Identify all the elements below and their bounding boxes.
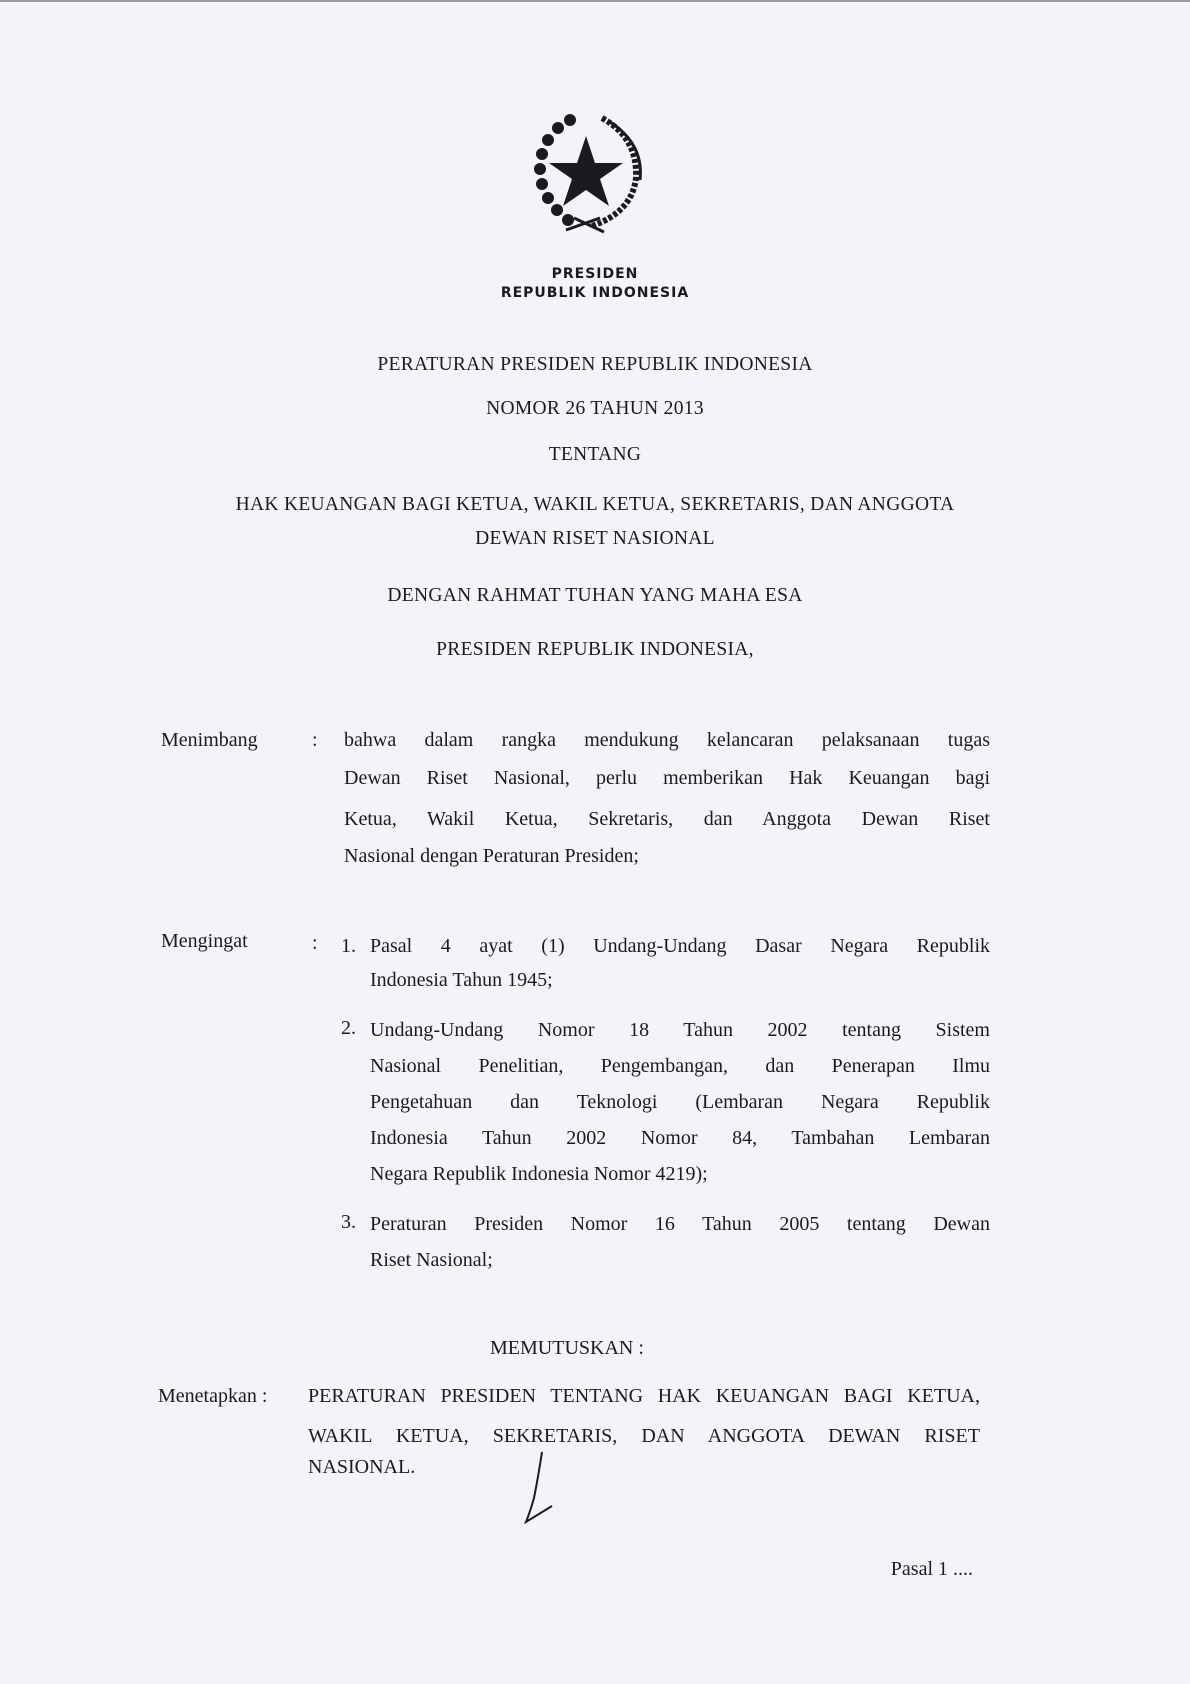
menetapkan-label: Menetapkan : xyxy=(158,1385,268,1407)
mengingat-item-line: Peraturan Presiden Nomor 16 Tahun 2005 tentang Dewan xyxy=(370,1213,990,1235)
menetapkan-line: WAKIL KETUA, SEKRETARIS, DAN ANGGOTA DEWAN RISET xyxy=(308,1425,980,1447)
mengingat-item-number: 1. xyxy=(341,935,356,957)
mengingat-colon: : xyxy=(312,932,318,954)
menimbang-label: Menimbang xyxy=(161,729,258,751)
mengingat-item-line: Indonesia Tahun 1945; xyxy=(370,969,553,991)
menimbang-line: Dewan Riset Nasional, perlu memberikan Hak Keuangan bagi xyxy=(344,767,990,789)
letterhead-presiden: PRESIDEN xyxy=(551,266,639,282)
letterhead-republik: REPUBLIK INDONESIA xyxy=(500,285,690,301)
scan-edge xyxy=(0,0,1190,2)
doc-invocation: DENGAN RAHMAT TUHAN YANG MAHA ESA xyxy=(387,585,803,606)
mengingat-item-line: Negara Republik Indonesia Nomor 4219); xyxy=(370,1163,708,1185)
doc-title: PERATURAN PRESIDEN REPUBLIK INDONESIA xyxy=(377,354,813,375)
mengingat-item-number: 3. xyxy=(341,1211,356,1233)
menimbang-colon: : xyxy=(312,729,318,751)
next-page-indicator: Pasal 1 .... xyxy=(890,1558,973,1580)
doc-subject-line1: HAK KEUANGAN BAGI KETUA, WAKIL KETUA, SEKRETARIS, DAN ANGGOTA xyxy=(235,494,955,515)
mengingat-item-line: Pengetahuan dan Teknologi (Lembaran Negara Republik xyxy=(370,1091,990,1113)
menimbang-line: bahwa dalam rangka mendukung kelancaran pelaksanaan tugas xyxy=(344,729,990,751)
doc-number: NOMOR 26 TAHUN 2013 xyxy=(486,398,704,419)
initial-signature-icon xyxy=(512,1448,562,1528)
menetapkan-line: PERATURAN PRESIDEN TENTANG HAK KEUANGAN BAGI KETUA, xyxy=(308,1385,980,1407)
menimbang-line: Nasional dengan Peraturan Presiden; xyxy=(344,845,639,867)
presidential-seal-icon xyxy=(520,108,652,240)
doc-tentang: TENTANG xyxy=(548,444,642,465)
mengingat-item-line: Riset Nasional; xyxy=(370,1249,493,1271)
menimbang-line: Ketua, Wakil Ketua, Sekretaris, dan Anggota Dewan Riset xyxy=(344,808,990,830)
mengingat-item-line: Pasal 4 ayat (1) Undang-Undang Dasar Negara Republik xyxy=(370,935,990,957)
mengingat-item-line: Indonesia Tahun 2002 Nomor 84, Tambahan Lembaran xyxy=(370,1127,990,1149)
mengingat-label: Mengingat xyxy=(161,930,248,952)
mengingat-item-line: Nasional Penelitian, Pengembangan, dan Penerapan Ilmu xyxy=(370,1055,990,1077)
doc-president: PRESIDEN REPUBLIK INDONESIA, xyxy=(436,639,754,660)
doc-subject-line2: DEWAN RISET NASIONAL xyxy=(475,528,715,549)
memutuskan-heading: MEMUTUSKAN : xyxy=(490,1337,644,1359)
menetapkan-line: NASIONAL. xyxy=(308,1456,416,1478)
mengingat-item-line: Undang-Undang Nomor 18 Tahun 2002 tentang Sistem xyxy=(370,1019,990,1041)
mengingat-item-number: 2. xyxy=(341,1017,356,1039)
